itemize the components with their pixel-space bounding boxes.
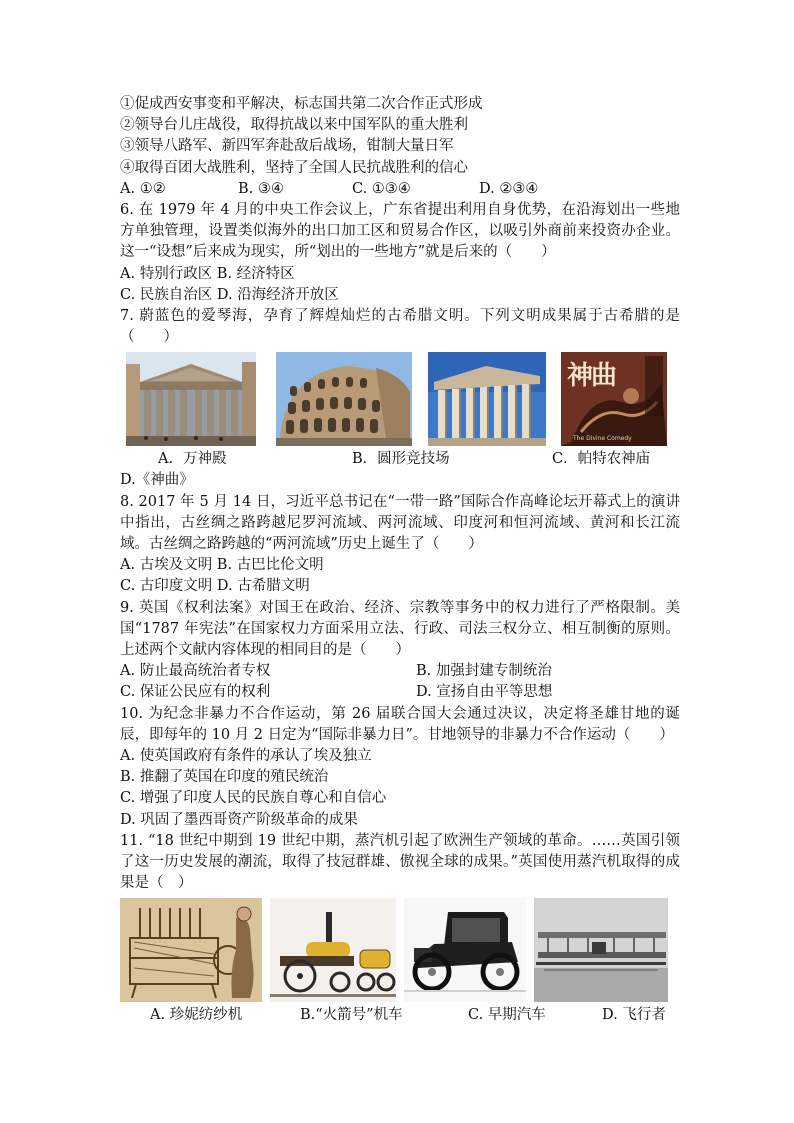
q6-option-row-2[interactable]: C. 民族自治区 D. 沿海经济开放区 <box>120 286 339 303</box>
q10-option-c[interactable]: C. 增强了印度人民的民族自尊心和自信心 <box>120 790 387 807</box>
q7-image-row <box>120 352 680 448</box>
q7-option-a[interactable]: A．万神殿 <box>158 451 227 468</box>
book-subtitle: The Divine Comedy <box>573 435 632 443</box>
wright-flyer-photo <box>534 898 668 1002</box>
q9-option-b[interactable]: B. 加强封建专制统治 <box>416 663 552 680</box>
question-10 <box>120 704 680 831</box>
q10-option-a[interactable]: A. 使英国政府有条件的承认了埃及独立 <box>120 747 372 764</box>
divine-comedy-book-cover <box>561 352 667 446</box>
q10-option-b[interactable]: B. 推翻了英国在印度的殖民统治 <box>120 769 329 786</box>
q5-option-b[interactable]: B. ③④ <box>238 180 284 197</box>
q7-option-d[interactable]: D.《神曲》 <box>120 472 194 489</box>
q9-option-c[interactable]: C. 保证公民应有的权利 <box>120 684 271 701</box>
q5-options <box>120 179 680 200</box>
q9-option-row-1 <box>120 661 680 682</box>
q8-stem: 8. 2017 年 5 月 14 日，习近平总书记在“一带一路”国际合作高峰论坛开幕式上的演讲中指出，古丝绸之路跨越尼罗河流域、两河流域、印度河和恒河流域、黄河和长江流域。古丝绸之路跨越的“两河流域”历史上诞生了（ ） <box>120 493 680 552</box>
colosseum-photo <box>276 352 412 446</box>
q11-option-c[interactable]: C. 早期汽车 <box>468 1007 546 1024</box>
rocket-locomotive-photo <box>270 898 396 1002</box>
q11-option-a[interactable]: A. 珍妮纺纱机 <box>150 1007 243 1024</box>
q10-option-d[interactable]: D. 巩固了墨西哥资产阶级革命的成果 <box>120 811 358 828</box>
question-6 <box>120 200 680 306</box>
pantheon-photo <box>126 352 256 446</box>
question-7 <box>120 306 680 492</box>
q7-stem: 7. 蔚蓝色的爱琴海，孕育了辉煌灿烂的古希腊文明。下列文明成果属于古希腊的是（ ） <box>120 307 680 346</box>
q8-option-row-2[interactable]: C. 古印度文明 D. 古希腊文明 <box>120 578 310 595</box>
q5-item-4: ④取得百团大战胜利，坚持了全国人民抗战胜利的信心 <box>120 159 468 176</box>
q5-item-2: ②领导台儿庄战役，取得抗战以来中国军队的重大胜利 <box>120 117 468 134</box>
q10-stem: 10. 为纪念非暴力不合作运动，第 26 届联合国大会通过决议，决定将圣雄甘地的诞辰，即每年的 10 月 2 日定为“国际非暴力日”。甘地领导的非暴力不合作运动（ ） <box>120 705 680 743</box>
question-9 <box>120 598 680 704</box>
question-5 <box>120 94 680 200</box>
q6-option-row-1[interactable]: A. 特别行政区 B. 经济特区 <box>120 265 295 282</box>
q5-option-a[interactable]: A. ①② <box>120 180 166 197</box>
q11-option-d[interactable]: D. 飞行者 <box>602 1007 666 1024</box>
q11-caption-row <box>120 1004 680 1026</box>
parthenon-photo <box>428 352 546 446</box>
q9-option-d[interactable]: D. 宣扬自由平等思想 <box>416 684 553 701</box>
q6-stem: 6. 在 1979 年 4 月的中央工作会议上，广东省提出利用自身优势，在沿海划出一些地方单独管理，设置类似海外的出口加工区和贸易合作区，以吸引外商前来投资办企业。这一“设想”后来成为现实，所“划出的一些地方”就是后来的（ ） <box>120 201 680 261</box>
book-title: 神曲 <box>567 361 616 392</box>
question-11 <box>120 831 680 1027</box>
q9-option-a[interactable]: A. 防止最高统治者专权 <box>120 663 271 680</box>
q11-stem: 11. “18 世纪中期到 19 世纪中期，蒸汽机引起了欧洲生产领域的革命。……英国引领了这一历史发展的潮流，取得了技冠群雄、傲视全球的成果。”英国使用蒸汽机取得的成果是（ ） <box>120 832 680 892</box>
q11-image-row <box>120 898 680 1004</box>
q5-option-c[interactable]: C. ①③④ <box>352 180 411 197</box>
q5-item-3: ③领导八路军、新四军奔赴敌后战场，钳制大量日军 <box>120 138 454 155</box>
q9-option-row-2 <box>120 682 680 703</box>
spinning-jenny-illustration <box>120 898 262 1002</box>
q5-item-1: ①促成西安事变和平解决，标志国共第二次合作正式形成 <box>120 96 483 112</box>
q9-stem: 9. 英国《权利法案》对国王在政治、经济、宗教等事务中的权力进行了严格限制。美国“1787 年宪法”在国家权力方面采用立法、行政、司法三权分立、相互制衡的原则。上述两个文献内容体现的相同目的是（ ） <box>120 599 680 658</box>
exam-page <box>120 94 680 1026</box>
early-automobile-photo <box>404 898 526 1002</box>
q7-caption-row <box>120 448 680 470</box>
q7-option-c[interactable]: C．帕特农神庙 <box>552 451 651 468</box>
q5-option-d[interactable]: D. ②③④ <box>479 180 539 197</box>
q7-option-b[interactable]: B．圆形竞技场 <box>352 451 450 468</box>
q11-option-b[interactable]: B.“火箭号”机车 <box>300 1007 403 1024</box>
question-8 <box>120 492 680 598</box>
q8-option-row-1[interactable]: A. 古埃及文明 B. 古巴比伦文明 <box>120 557 324 574</box>
